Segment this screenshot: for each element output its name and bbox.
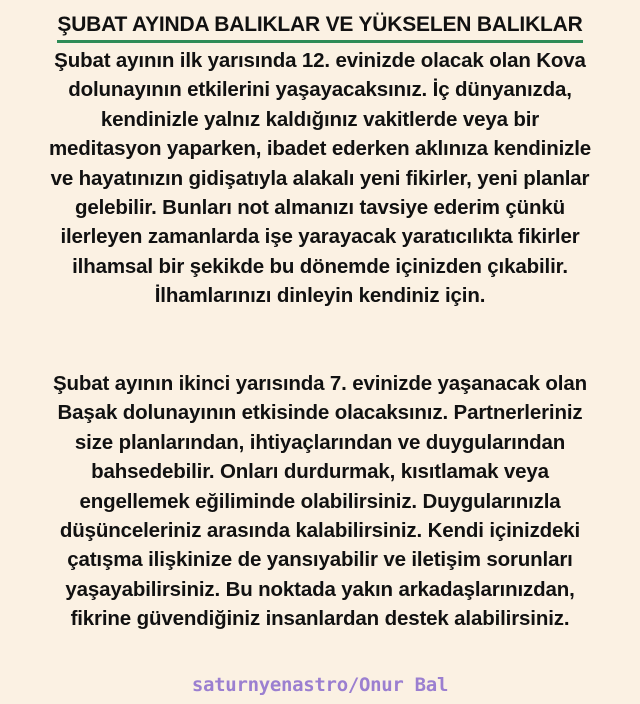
paragraph-line: çatışma ilişkinize de yansıyabilir ve iletişim sorunları [67,548,573,572]
paragraph-line: bahsedebilir. Onları durdurmak, kısıtlamak veya [91,460,549,484]
paragraph-first-half [8,46,632,311]
paragraph-line: meditasyon yaparken, ibadet ederken aklınıza kendinizle [48,137,592,161]
paragraph-line: Başak dolunayının etkisinde olacaksınız. Partnerleriniz [57,401,583,425]
paragraph-line: İlhamlarınızı dinleyin kendiniz için. [154,284,486,308]
paragraph-line: yaşayabilirsiniz. Bu noktada yakın arkadaşlarınızdan, [65,577,575,601]
paragraph-second-half [8,369,632,634]
paragraph-line: ve hayatınızın gidişatıyla alakalı yeni fikirler, yeni planlar [50,166,590,190]
paragraph-line: gelebilir. Bunları not almanızı tavsiye ederim çünkü [74,196,566,220]
paragraph-line: dolunayının etkilerini yaşayacaksınız. İç dünyanızda, [68,78,572,102]
paragraph-line: Şubat ayının ikinci yarısında 7. evinizde yaşanacak olan [53,372,587,395]
paragraph-line: ilerleyen zamanlarda işe yarayacak yaratıcılıkta fikirler [60,225,580,249]
header [0,10,640,43]
paragraph-line: engellemek eğiliminde olabilirsiniz. Duygularınızla [79,489,561,513]
paragraph-line: fikrine güvendiğiniz insanlardan destek alabilirsiniz. [70,607,570,631]
author-signature: saturnyenastro/Onur Bal [191,674,449,696]
paragraph-line: ilhamsal bir şekikde bu dönemde içinizden çıkabilir. [72,254,568,278]
paragraph-line: düşünceleriniz arasında kalabilirsiniz. Kendi içinizdeki [59,519,581,543]
paragraph-line: Şubat ayının ilk yarısında 12. evinizde olacak olan Kova [54,49,586,72]
page-title: ŞUBAT AYINDA BALIKLAR VE YÜKSELEN BALIKLAR [57,10,582,43]
paragraph-line: size planlarından, ihtiyaçlarından ve duygularından [74,430,566,454]
paragraph-line: kendinizle yalnız kaldığınız vakitlerde veya bir [100,107,540,131]
